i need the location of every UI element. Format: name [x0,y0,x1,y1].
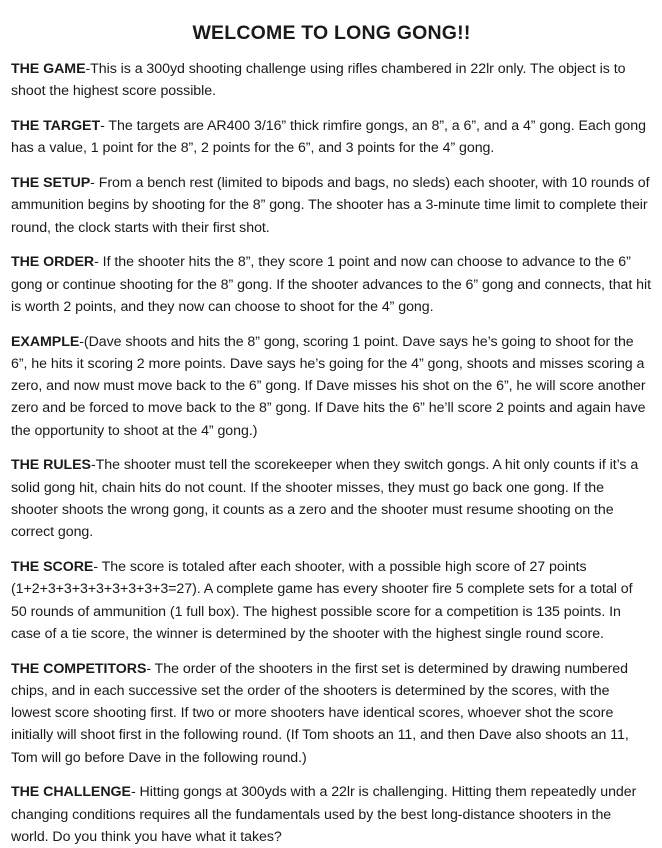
section-heading: THE TARGET [11,117,101,134]
section-text: -The shooter must tell the scorekeeper when they switch gongs. A hit only counts if it’s a solid gong hit, chain hits do not count. If the shooter misses, they must go back one gong. If the shooter shoots the wrong gong, it counts as a zero and the shooter must resume shooting on the correct gong. [11,457,639,541]
section-heading: THE RULES [11,457,91,474]
section-text: - The targets are AR400 3/16” thick rimfire gongs, an 8”, a 6”, and a 4” gong. Each gong has a value, 1 point for the 8”, 2 points for the 6”, and 3 points for the 4” gong. [11,117,646,157]
section-text: -This is a 300yd shooting challenge using rifles chambered in 22lr only. The object is to shoot the highest score possible. [11,61,626,100]
section-the-rules [11,454,652,543]
section-the-setup [11,172,652,239]
section-heading: THE COMPETITORS [11,660,147,677]
section-heading: THE ORDER [11,254,95,271]
section-heading: THE SETUP [11,174,91,191]
section-the-target [11,115,652,160]
section-heading: THE SCORE [11,558,94,575]
section-heading: THE GAME [11,61,86,77]
section-heading: THE CHALLENGE [11,784,131,801]
section-heading: EXAMPLE [11,333,80,350]
section-example [11,331,652,442]
section-text: - The score is totaled after each shooter, with a possible high score of 27 points (1+2+3+3+3+3+3+3+3+3=27). A complete game has every shooter fire 5 complete sets for a total of 50 rounds of ammunition (1 full box). The highest possible score for a competition is 135 points. In case of a tie score, the winner is determined by the shooter with the highest single round score. [11,558,633,642]
section-the-order [11,251,652,318]
section-text: - If the shooter hits the 8”, they score 1 point and now can choose to advance to the 6” gong or continue shooting for the 8” gong. If the shooter advances to the 6” gong and connects, that hit is worth 2 points, and they now can choose to shoot for the 4” gong. [11,254,651,315]
section-text: - From a bench rest (limited to bipods and bags, no sleds) each shooter, with 10 rounds of ammunition begins by shooting for the 8” gong. The shooter has a 3-minute time limit to complete their round, the clock starts with their first shot. [11,174,650,236]
section-the-game [11,58,652,103]
section-text: -(Dave shoots and hits the 8” gong, scoring 1 point. Dave says he’s going to shoot for the 6”, he hits it scoring 2 more points. Dave says he’s going for the 4” gong, shoots and misses scoring a zero, and now must move back to the 6” gong. If Dave misses his shot on the 6”, he will score another zero and be forced to move back to the 8” gong. If Dave hits the 6” he’ll score 2 points and again have the opportunity to shoot at the 4” gong.) [11,333,646,439]
section-text: - The order of the shooters in the first set is determined by drawing numbered chips, and in each successive set the order of the shooters is determined by the scores, with the lowest score shooting first. If two or more shooters have identical scores, whoever shot the score initially will shoot first in the following round. (If Tom shoots an 11, and then Dave also shoots an 11, Tom will go before Dave in the following round.) [11,660,629,766]
section-text: - Hitting gongs at 300yds with a 22lr is challenging. Hitting them repeatedly under changing conditions requires all the fundamentals used by the best long-distance shooters in the world. Do you think you have what it takes? [11,784,637,846]
section-the-score [11,556,652,645]
document-title: WELCOME TO LONG GONG!! [192,22,471,44]
section-the-challenge [11,781,652,848]
section-the-competitors [11,658,652,769]
